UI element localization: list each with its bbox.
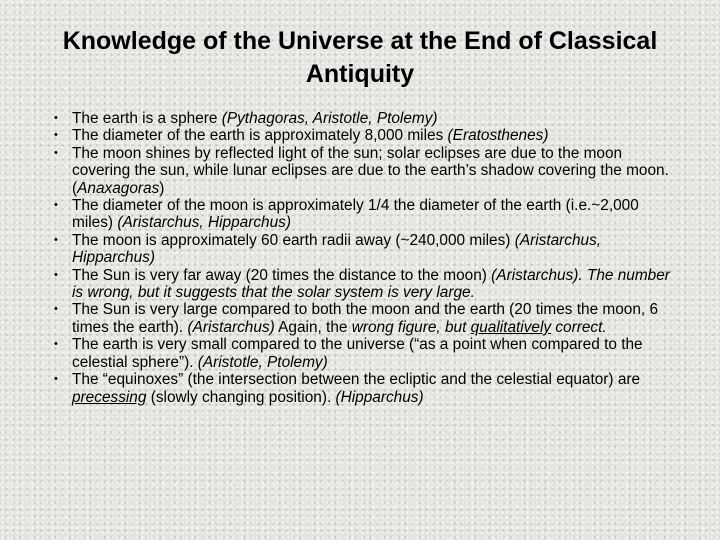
bullet-text: Anaxagoras [77, 179, 160, 197]
bullet-list [54, 110, 684, 406]
bullet-item [54, 145, 684, 197]
bullet-item [54, 232, 684, 267]
bullet-text: (Aristarchus). The number is wrong, but it suggests that the solar system is very large. [72, 266, 670, 302]
bullet-text: (Aristarchus) [187, 318, 275, 336]
bullet-text: (slowly changing position). [146, 388, 336, 406]
bullet-text: The Sun is very far away (20 times the distance to the moon) [72, 266, 492, 284]
bullet-icon: • [54, 268, 58, 281]
bullet-text: ) [159, 179, 165, 197]
bullet-text: (Eratosthenes) [447, 127, 549, 145]
bullet-icon: • [54, 129, 58, 142]
bullet-icon: • [54, 338, 58, 351]
bullet-text: (Aristarchus, Hipparchus) [117, 214, 291, 232]
bullet-text: The “equinoxes” (the intersection between the ecliptic and the celestial equator) are [72, 371, 641, 389]
bullet-item [54, 301, 684, 336]
bullet-item [54, 371, 684, 406]
bullet-text: Again, the [274, 318, 352, 336]
slide-title: Knowledge of the Universe at the End of Classical Antiquity [62, 27, 658, 88]
bullet-text: The earth is a sphere [72, 110, 222, 127]
bullet-text: The moon shines by reflected light of the sun; solar eclipses are due to the moon covering the sun, while lunar eclipses are due to the earth’s shadow covering the moon. ( [72, 144, 669, 197]
bullet-icon: • [54, 303, 58, 316]
bullet-text: The diameter of the moon is approximately 1/4 the diameter of the earth (i.e.~2,000 miles) [72, 197, 639, 232]
bullet-icon: • [54, 373, 58, 386]
bullet-item [54, 127, 684, 144]
bullet-icon: • [54, 233, 58, 246]
bullet-item [54, 110, 684, 127]
bullet-icon: • [54, 112, 58, 124]
bullet-text: (Pythagoras, Aristotle, Ptolemy) [221, 110, 438, 127]
bullet-text: (Aristotle, Ptolemy) [197, 353, 328, 371]
bullet-text: The diameter of the earth is approximately 8,000 miles [72, 127, 448, 145]
bullet-text: The Sun is very large compared to both the moon and the earth (20 times the moon, 6 times the earth). [72, 301, 659, 336]
bullet-text: (Aristarchus, Hipparchus) [72, 231, 602, 267]
bullet-text: (Hipparchus) [335, 388, 424, 406]
bullet-item [54, 336, 684, 371]
bullet-icon: • [54, 146, 58, 159]
bullet-text: The moon is approximately 60 earth radii away (~240,000 miles) [72, 231, 515, 249]
bullet-text: correct. [551, 318, 607, 336]
bullet-text: wrong figure, but [351, 318, 471, 336]
bullet-icon: • [54, 199, 58, 212]
bullet-text: qualitatively [470, 318, 552, 336]
bullet-item [54, 197, 684, 232]
bullet-text: The earth is very small compared to the universe (“as a point when compared to the celestial sphere”). [72, 336, 643, 371]
bullet-text: precessing [72, 388, 147, 406]
bullet-item [54, 267, 684, 302]
